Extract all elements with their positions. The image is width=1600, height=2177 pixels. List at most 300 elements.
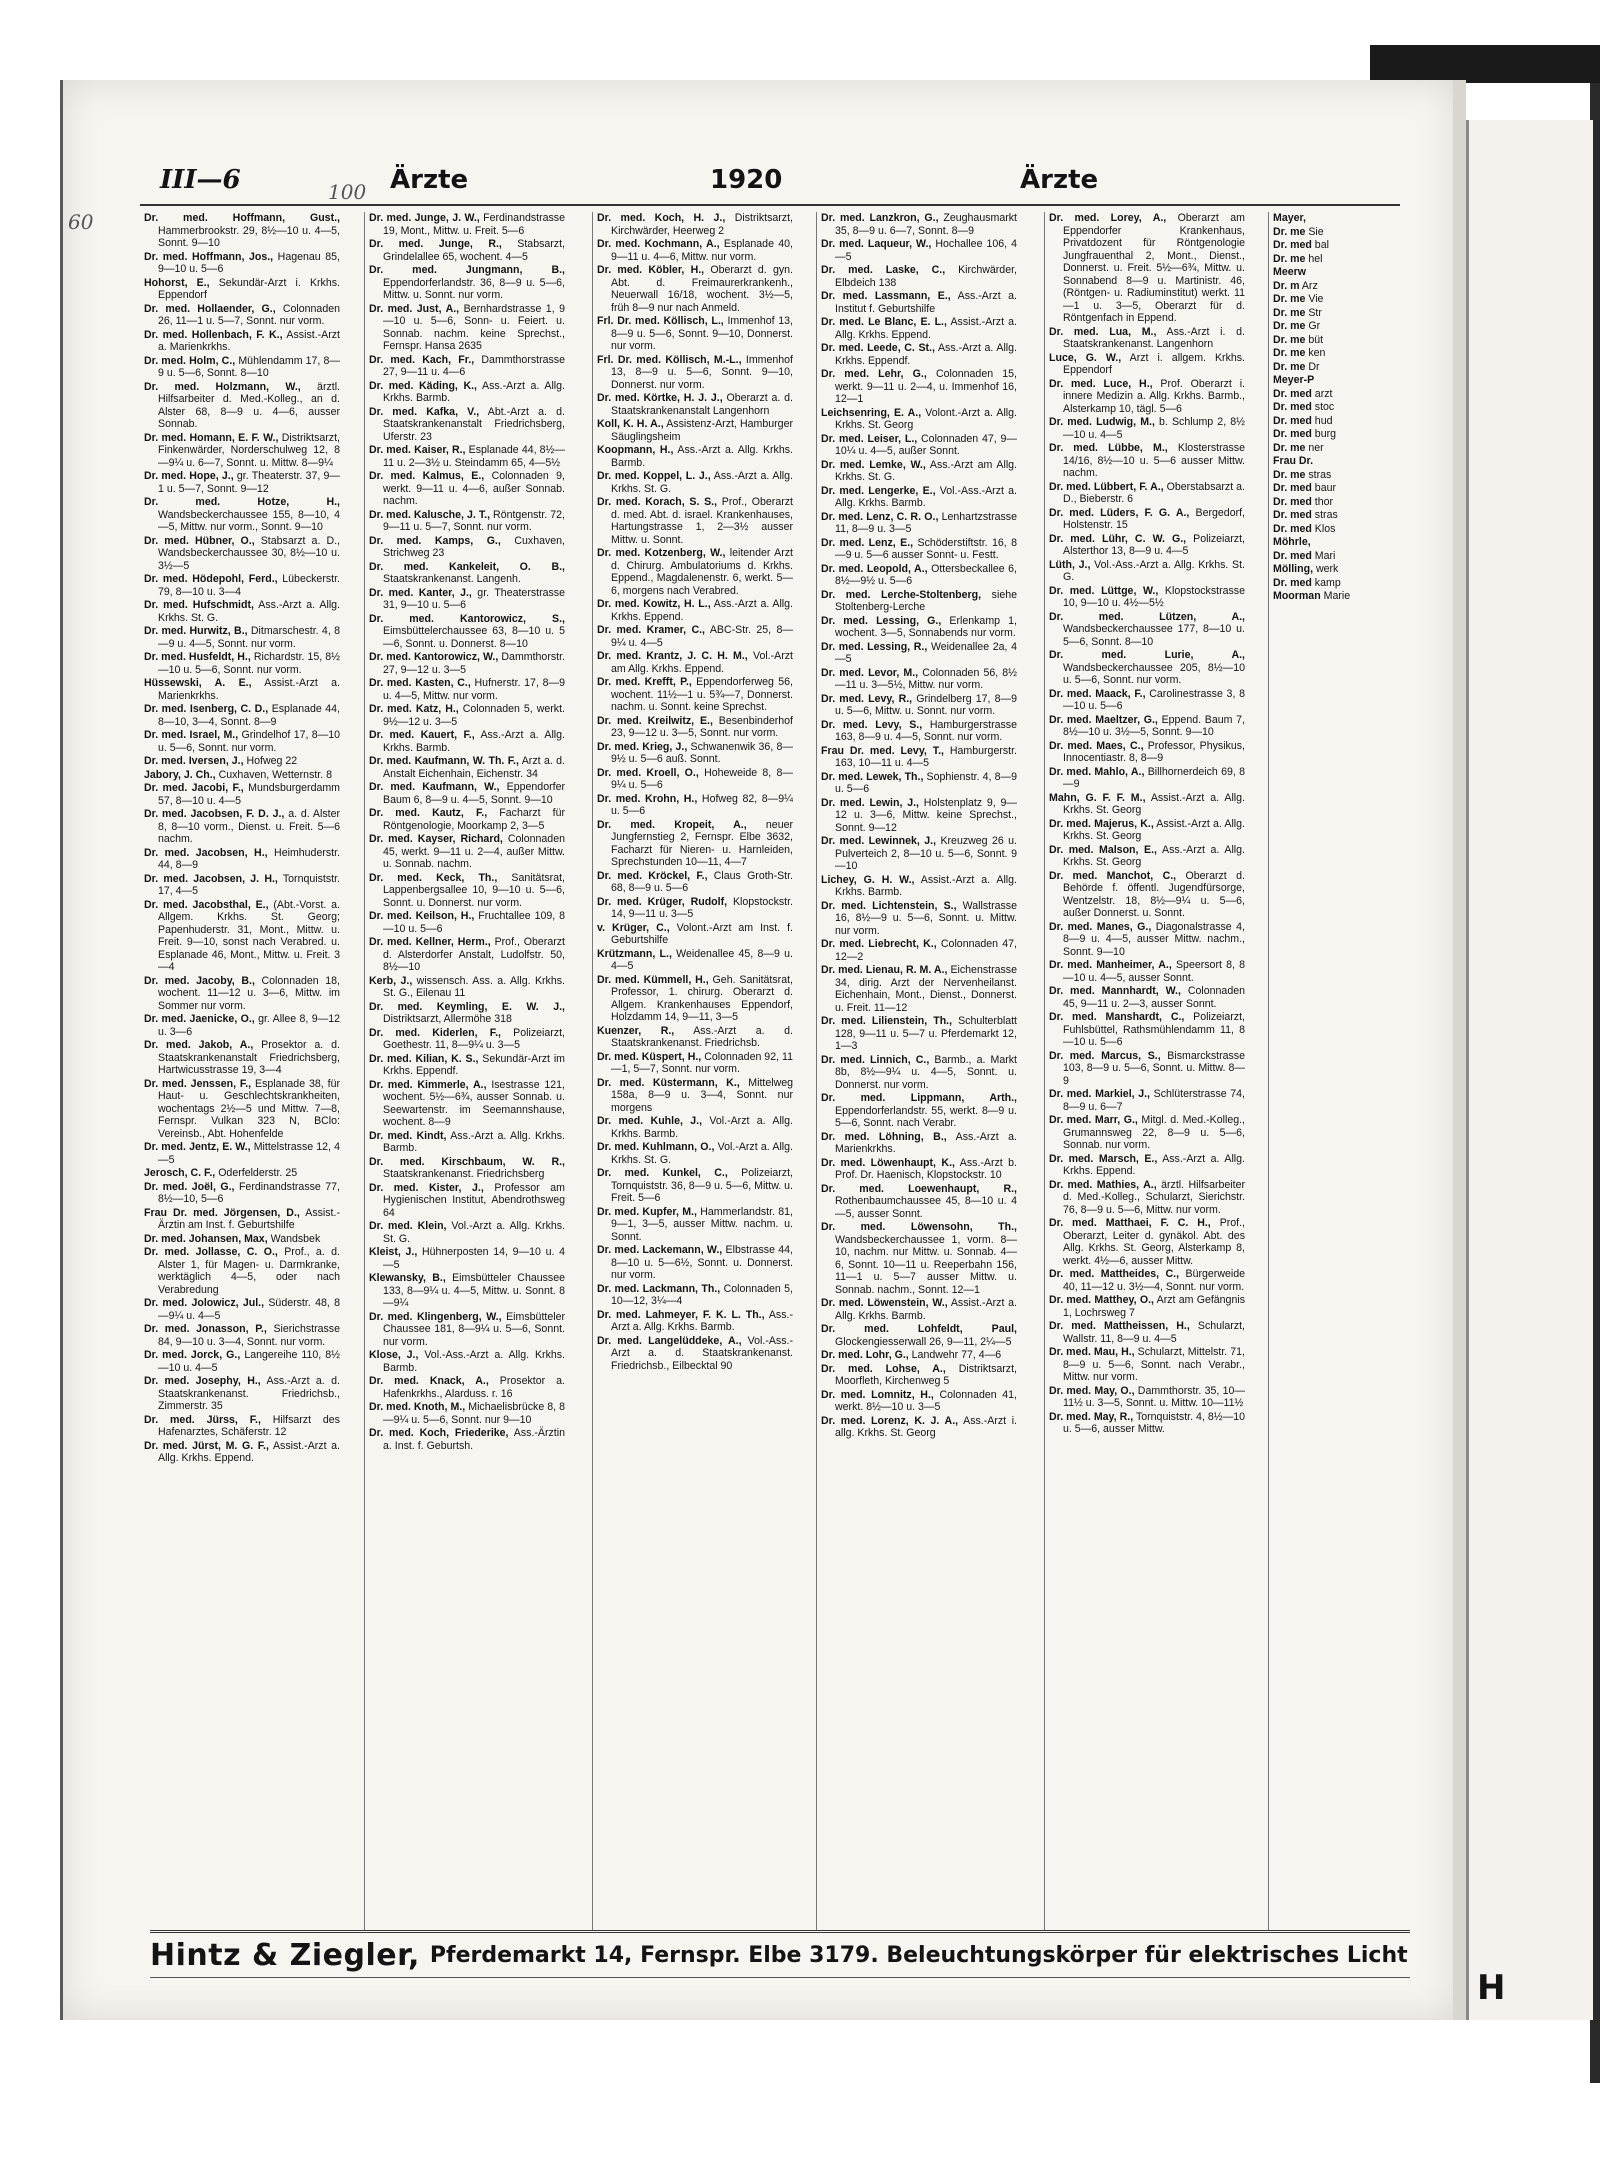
- entry-name: Dr. med. Löhning, B.,: [821, 1130, 947, 1143]
- entry-details: Arzt a. d. Anstalt Eichenhain, Eichenstr. 34: [383, 755, 565, 780]
- entry-details: Staatskrankenanst. Langenh.: [383, 573, 521, 585]
- entry-details: Sie: [1305, 225, 1324, 238]
- directory-entry: [144, 573, 340, 598]
- entry-name: Dr. med. Lenz, C. R. O.,: [821, 510, 939, 523]
- directory-entry: [369, 1246, 565, 1271]
- entry-name: Dr. med. Lewin, J.,: [821, 796, 919, 809]
- entry-details: Ass.-Arzt a. Allg. Krkhs. Barmb.: [611, 1308, 793, 1333]
- entry-details: Oderfelderstr. 25: [215, 1167, 298, 1179]
- entry-name: Dr. med. Kalusche, J. T.,: [369, 508, 491, 521]
- entry-details: Hammerbrookstr. 29, 8½—10 u. 4—5, Sonnt. 9—10: [158, 224, 340, 249]
- entry-name: Luce, G. W.,: [1049, 351, 1122, 364]
- entry-details: Ass.-Arzt a. Allg. Krkhs. Eppendf.: [835, 342, 1017, 367]
- entry-details: Wandsbek: [267, 1232, 321, 1245]
- entry-details: Ass.-Arzt a. Allg. Krkhs. St. Georg: [1063, 843, 1245, 868]
- directory-entry: [1049, 559, 1245, 584]
- directory-entry: [597, 650, 793, 675]
- entry-details: Volont.-Arzt a. Allg. Krkhs. St. Georg: [835, 406, 1017, 431]
- entry-details: Kirchwärder, Elbdeich 138: [835, 264, 1017, 289]
- directory-entry: [369, 1156, 565, 1181]
- entry-details: Erlenkamp 1, wochent. 3—5, Sonnabends nur vorm.: [835, 614, 1017, 639]
- directory-entry: [821, 316, 1017, 341]
- directory-entry: [144, 755, 340, 768]
- directory-entry: [1049, 714, 1245, 739]
- entry-details: Colonnaden 5, werkt. 9½—12 u. 3—5: [383, 703, 565, 728]
- entry-name: Dr. med. Marsch, E.,: [1049, 1152, 1158, 1165]
- column-4: [816, 212, 1017, 1930]
- entry-details: Ass.-Arzt a. Marienkrkhs.: [835, 1130, 1017, 1155]
- directory-entry: [144, 1349, 340, 1374]
- entry-details: Abt.-Arzt a. d. Staatskrankenanstalt Friedrichsberg, Uferstr. 23: [383, 405, 565, 443]
- entry-details: Hofweg 82, 8—9¼ u. 5—6: [611, 792, 793, 817]
- entry-name: Dr. med. Jonasson, P.,: [144, 1323, 267, 1335]
- directory-entry: [597, 819, 793, 869]
- directory-entry: [821, 835, 1017, 873]
- entry-details: Sierichstrasse 84, 9—10 u. 3—4, Sonnt. nur vorm.: [158, 1323, 340, 1348]
- directory-entry: [1273, 280, 1410, 293]
- entry-details: Colonnaden 92, 11—1, 5—7, Sonnt. nur vorm.: [611, 1050, 793, 1075]
- entry-details: Wandsbeckerchaussee 177, 8—10 u. 5—6, Sonnt. 8—10: [1063, 623, 1245, 648]
- entry-name: Dr. med. Kreilwitz, E.,: [597, 714, 713, 727]
- directory-entry: [1273, 536, 1410, 549]
- entry-details: Hühnerposten 14, 9—10 u. 4—5: [383, 1246, 565, 1271]
- directory-entry: [369, 406, 565, 444]
- entry-details: Klosterstrasse 14/16, 8½—10 u. 5—6 ausser Mittw. nachm.: [1063, 442, 1245, 479]
- entry-details: ärztl. Hilfsarbeiter d. Med.-Kolleg., an d. Alster 68, 8—9 u. 4—6, ausser Sonnab.: [158, 380, 340, 430]
- entry-name: Dr. med. Husfeldt, H.,: [144, 651, 251, 663]
- entry-name: Dr. med. Lanzkron, G.,: [821, 212, 939, 224]
- entry-name: Dr. med. Mannhardt, W.,: [1049, 985, 1181, 997]
- directory-entry: [144, 277, 340, 302]
- directory-entry: [597, 1244, 793, 1282]
- entry-details: Assist.-Arzt a. Allg. Krkhs. Eppend.: [158, 1439, 340, 1464]
- directory-entry: [597, 676, 793, 714]
- directory-entry: [369, 303, 565, 353]
- directory-entry: [369, 872, 565, 910]
- entry-details: Colonnaden 18, wochent. 11—12 u. 3—6, Mittw. im Sommer nur vorm.: [158, 974, 340, 1012]
- directory-entry: [369, 380, 565, 405]
- entry-details: Ass.-Ärztin a. Inst. f. Geburtsh.: [383, 1427, 565, 1452]
- directory-entry: [1049, 792, 1245, 817]
- entry-name: Dr. med. Lenz, E.,: [821, 536, 914, 549]
- entry-name: Dr. med. Kropeit, A.,: [597, 818, 747, 831]
- directory-entry: [1273, 550, 1410, 563]
- entry-name: Koopmann, H.,: [597, 444, 674, 456]
- directory-entry: [1049, 507, 1245, 532]
- entry-details: bal: [1311, 239, 1329, 251]
- entry-name: Dr. med. Just, A.,: [369, 302, 460, 315]
- entry-name: Dr. med. Lorey, A.,: [1049, 212, 1167, 224]
- directory-entry: [1273, 482, 1410, 495]
- entry-details: Esplanade 38, für Haut- u. Geschlechtskrankheiten, wochentags 2½—5 und Mittw. 7—8, Fernspr. Vulkan 323 N, BClo: Vereinsb., Abt. Hohenfelde: [158, 1077, 340, 1140]
- directory-entry: [821, 368, 1017, 406]
- entry-name: Mölling,: [1273, 563, 1314, 575]
- entry-name: Dr. med. Lackemann, W.,: [597, 1244, 723, 1256]
- directory-entry: [369, 910, 565, 935]
- entry-details: siehe Stoltenberg-Lerche: [835, 588, 1017, 613]
- directory-entry: [1273, 442, 1410, 455]
- entry-details: ABC-Str. 25, 8—9¼ u. 4—5: [611, 624, 793, 649]
- entry-name: Dr. med. Kindt,: [369, 1129, 447, 1142]
- entry-name: Dr. med. Luce, H.,: [1049, 377, 1153, 390]
- entry-name: Dr. med. Kimmerle, A.,: [369, 1078, 487, 1091]
- directory-entry: [597, 418, 793, 443]
- handwritten-mark-right: 100: [328, 180, 367, 204]
- entry-details: Eppendorfer Baum 6, 8—9 u. 4—5, Sonnt. 9—10: [383, 781, 565, 806]
- entry-details: Eppend. Baum 7, 8½—10 u. 3½—5, Sonnt. 9—10: [1063, 713, 1245, 738]
- column-5: [1044, 212, 1245, 1930]
- directory-entry: [144, 899, 340, 974]
- entry-details: Ass.-Arzt am Allg. Krkhs. St. G.: [835, 458, 1017, 483]
- entry-name: Dr. med. Mau, H.,: [1049, 1346, 1135, 1358]
- directory-entry: [369, 264, 565, 302]
- directory-entry: [821, 1349, 1017, 1362]
- directory-entry: [144, 496, 340, 534]
- entry-name: Dr. med. Hotze, H.,: [144, 496, 340, 508]
- entry-name: Dr. med: [1273, 509, 1312, 521]
- directory-entry: [597, 354, 793, 392]
- entry-name: Dr. med: [1273, 387, 1312, 400]
- entry-details: kamp: [1311, 576, 1341, 589]
- directory-entry: [1049, 1320, 1245, 1345]
- entry-name: Dr. med. Levy, R.,: [821, 692, 913, 705]
- directory-entry: [369, 1427, 565, 1452]
- directory-entry: [144, 1414, 340, 1439]
- entry-details: Schwanenwik 36, 8—9½ u. 5—6 auß. Sonnt.: [611, 740, 793, 765]
- entry-details: Prof., Oberarzt d. Alsterdorfer Anstalt, Ludolfstr. 50, 8½—10: [383, 936, 565, 973]
- entry-name: Dr. med. Lua, M.,: [1049, 325, 1157, 338]
- entry-name: Dr. med. Kankeleit, O. B.,: [369, 560, 565, 573]
- entry-name: Frau Dr.: [1273, 455, 1314, 467]
- directory-entry: [144, 212, 340, 250]
- entry-details: Assist.-Arzt a. Marienkrkhs.: [158, 677, 340, 702]
- entry-details: Colonnaden 56, 8½—11 u. 3—5½, Mittw. nur vorm.: [835, 666, 1017, 691]
- entry-name: Dr. me: [1273, 468, 1306, 481]
- entry-details: ner: [1305, 441, 1324, 454]
- entry-details: Ass.-Arzt a. d. Staatskrankenanst. Friedrichsb.: [611, 1024, 793, 1049]
- directory-entry: [1273, 334, 1410, 347]
- entry-details: Eppendorferweg 56, wochent. 11½—1 u. 5¾—7, Donnerst. nachm. u. Sonnt. keine Sprechst.: [611, 676, 793, 713]
- directory-entry: [597, 212, 793, 237]
- entry-name: Dr. med. Kellner, Herm.,: [369, 936, 491, 948]
- entry-details: Assist.-Arzt a. Allg. Krkhs. St. Georg: [1063, 791, 1245, 816]
- directory-entry: [144, 251, 340, 276]
- entry-name: Dr. med. Lomnitz, H.,: [821, 1388, 934, 1401]
- entry-name: Dr. med. Kach, Fr.,: [369, 353, 475, 366]
- entry-details: Eimsbütteler Chaussee 181, 8—9¼ u. 5—6, Sonnt. nur vorm.: [383, 1310, 565, 1348]
- directory-entry: [597, 1025, 793, 1050]
- entry-details: Wandsbeckerchaussee 155, 8—10, 4—5, Mittw. nur vorm., Sonnt. 9—10: [158, 508, 340, 533]
- entry-details: Eimsbütteler Chaussee 133, 8—9¼ u. 4—5, Mittw. u. Sonnt. 8—9¼: [383, 1272, 565, 1309]
- directory-entry: [821, 433, 1017, 458]
- entry-name: Dr. med. Hollaender, G.,: [144, 302, 276, 315]
- entry-name: Dr. med. Lippmann, Arth.,: [821, 1092, 1017, 1104]
- entry-details: Hochallee 106, 4—5: [835, 238, 1017, 263]
- directory-entry: [597, 1309, 793, 1334]
- directory-entry: [144, 1181, 340, 1206]
- entry-details: Vol.-Ass.-Arzt a. Allg. Krkhs. St. G.: [1063, 558, 1245, 583]
- entry-details: Richardstr. 15, 8½—10 u. 5—6, Sonnt. nur vorm.: [158, 651, 340, 676]
- entry-details: Assist.-Arzt a. Allg. Krkhs. St. Georg: [1063, 817, 1245, 842]
- entry-name: Dr. med. Löwenstein, W.,: [821, 1297, 948, 1309]
- entry-details: baur: [1311, 482, 1337, 494]
- directory-entry: [821, 459, 1017, 484]
- directory-entry: [597, 1167, 793, 1205]
- entry-details: Sekundär-Arzt i. Krkhs. Eppendorf: [158, 276, 340, 301]
- entry-details: Oberstabsarzt a. D., Bieberstr. 6: [1063, 480, 1245, 505]
- entry-details: Rothenbaumchaussee 45, 8—10 u. 4—5, ausser Sonnt.: [835, 1195, 1017, 1220]
- entry-details: Vol.-Arzt a. Allg. Krkhs. St. G.: [611, 1141, 793, 1166]
- directory-entry: [144, 1233, 340, 1246]
- directory-entry: [369, 561, 565, 586]
- entry-name: Dr. med. Hoffmann, Gust.,: [144, 212, 340, 224]
- directory-entry: [1049, 326, 1245, 351]
- entry-name: Dr. med. Junge, R.,: [369, 238, 502, 250]
- entry-name: Meerw: [1273, 266, 1306, 278]
- entry-details: Ass.-Arzt a. Allg. Krkhs. Barmb.: [383, 729, 565, 754]
- directory-entry: [1049, 1294, 1245, 1319]
- entry-details: Stabsarzt, Grindelallee 65, wochent. 4—5: [383, 238, 565, 263]
- entry-details: Hamburgerstrasse 163, 8—9 u. 4—5, Sonnt. nur vorm.: [835, 718, 1017, 743]
- entry-name: Dr. me: [1273, 441, 1306, 454]
- entry-name: Dr. med: [1273, 239, 1312, 251]
- directory-entry: [1273, 469, 1410, 482]
- entry-details: Tornquiststr. 4, 8½—10 u. 5—6, ausser Mittw.: [1063, 1410, 1245, 1435]
- entry-name: Dr. m: [1273, 279, 1300, 292]
- directory-entry: [369, 651, 565, 676]
- entry-name: Dr. med. Lerche-Stoltenberg,: [821, 588, 982, 601]
- entry-details: Assist.-Ärztin am Inst. f. Geburtshilfe: [158, 1206, 340, 1231]
- directory-entry: [369, 677, 565, 702]
- entry-name: Dr. med. Klingenberg, W.,: [369, 1310, 502, 1323]
- directory-entry: [1273, 266, 1410, 279]
- directory-entry: [821, 342, 1017, 367]
- directory-entry: [144, 1039, 340, 1077]
- entry-name: Dr. med. Kasten, C.,: [369, 677, 471, 689]
- entry-details: Prof. Oberarzt i. innere Medizin a. Allg. Krkhs. Barmb., Alsterkamp 10, tägl. 5—6: [1063, 377, 1245, 415]
- entry-name: Dr. med. Laqueur, W.,: [821, 238, 932, 250]
- entry-name: Dr. med. Manchot, C.,: [1049, 869, 1177, 882]
- entry-details: Distriktsarzt, Moorfleth, Kirchenweg 5: [835, 1362, 1017, 1387]
- entry-name: Dr. med. Kunkel, C.,: [597, 1167, 728, 1179]
- directory-entry: [597, 793, 793, 818]
- entry-name: Dr. med. Leede, C. St.,: [821, 342, 935, 354]
- directory-entry: [144, 381, 340, 431]
- directory-entry: [821, 797, 1017, 835]
- entry-name: Dr. med. Mattheides, C.,: [1049, 1268, 1180, 1280]
- directory-entry: [369, 470, 565, 508]
- directory-entry: [369, 1001, 565, 1026]
- directory-entry: [597, 922, 793, 947]
- directory-entry: [1049, 870, 1245, 920]
- entry-details: a. d. Alster 8, 8—10 vorm., Dienst. u. Freit. 5—6 nachm.: [158, 808, 340, 845]
- entry-details: arzt: [1311, 387, 1333, 400]
- directory-entry: [821, 1415, 1017, 1440]
- directory-entry: [1273, 374, 1410, 387]
- entry-details: Gr: [1305, 320, 1321, 332]
- entry-name: Dr. med. Markiel, J.,: [1049, 1088, 1150, 1100]
- entry-details: Claus Groth-Str. 68, 8—9 u. 5—6: [611, 869, 793, 894]
- directory-entry: [1049, 378, 1245, 416]
- directory-entry: [1273, 212, 1410, 225]
- directory-entry: [144, 1297, 340, 1322]
- entry-details: Barmb., a. Markt 8b, 8½—9¼ u. 4—5, Sonnt. u. Donnerst. nur vorm.: [835, 1053, 1017, 1091]
- directory-entry: [1049, 740, 1245, 765]
- directory-entry: [597, 496, 793, 546]
- directory-entry: [597, 1335, 793, 1373]
- entry-name: Dr. med. Kamps, G.,: [369, 534, 501, 547]
- entry-details: Ferdinandstrasse 19, Mont., Mittw. u. Freit. 5—6: [383, 212, 565, 237]
- entry-details: Cuxhaven, Wetternstr. 8: [215, 768, 333, 781]
- entry-name: Dr. med. Jentz, E. W.,: [144, 1141, 251, 1153]
- entry-details: Mühlendamm 17, 8—9 u. 5—6, Sonnt. 8—10: [158, 354, 340, 379]
- entry-name: Dr. med. Korach, S. S.,: [597, 496, 718, 508]
- entry-name: Dr. med. Leopold, A.,: [821, 562, 928, 575]
- entry-details: Colonnaden 41, werkt. 8½—10 u. 3—5: [835, 1388, 1017, 1413]
- entry-details: Arzt am Gefängnis 1, Lochrsweg 7: [1063, 1294, 1245, 1319]
- entry-details: Weidenallee 45, 8—9 u. 4—5: [611, 947, 793, 972]
- entry-details: Oberarzt a. d. Staatskrankenanstalt Langenhorn: [611, 392, 793, 417]
- entry-name: Dr. med. Jorck, G.,: [144, 1349, 241, 1361]
- entry-details: stoc: [1311, 401, 1335, 413]
- entry-name: Dr. med. Jungmann, B.,: [369, 264, 565, 276]
- entry-details: Marie: [1320, 590, 1351, 602]
- entry-name: Dr. med. Kayser, Richard,: [369, 833, 503, 845]
- directory-entry: [821, 771, 1017, 796]
- entry-name: Dr. med. Koch, H. J.,: [597, 212, 726, 224]
- entry-details: Assist.-Arzt a. Allg. Krkhs. Barmb.: [835, 873, 1017, 898]
- entry-details: Vol.-Arzt am Allg. Krkhs. Eppend.: [611, 650, 793, 675]
- directory-entry: [1049, 844, 1245, 869]
- entry-name: Dr. med. Jürss, F.,: [144, 1413, 261, 1426]
- entry-name: Koll, K. H. A.,: [597, 418, 664, 430]
- entry-name: Frl. Dr. med. Köllisch, M.-L.,: [597, 353, 742, 366]
- directory-entry: [144, 329, 340, 354]
- entry-name: Dr. med. Lübbe, M.,: [1049, 442, 1168, 454]
- column-3: [592, 212, 793, 1930]
- entry-name: Dr. med: [1273, 576, 1312, 589]
- entry-details: Distriktsarzt, Finkenwärder, Norderschulweg 12, 8—9¼ u. 6—7, Sonnt. u. Mittw. 8—9¼: [158, 431, 340, 469]
- entry-details: Assistenz-Arzt, Hamburger Säuglingsheim: [611, 418, 793, 443]
- directory-entry: [369, 1220, 565, 1245]
- entry-name: Dr. med. Hufschmidt,: [144, 599, 254, 611]
- entry-name: Dr. med. Lorenz, K. J. A.,: [821, 1414, 959, 1427]
- directory-entry: [1049, 1011, 1245, 1049]
- entry-details: Prosektor a. d. Staatskrankenanstalt Friedrichsberg, Hartwicusstrasse 19, 3—4: [158, 1039, 340, 1076]
- entry-name: Frl. Dr. med. Köllisch, L.,: [597, 315, 724, 327]
- section-title-left: Ärzte: [390, 165, 469, 195]
- directory-entry: [144, 873, 340, 898]
- entry-name: Dr. med. Kauert, F.,: [369, 729, 475, 741]
- entry-name: Dr. med. Hope, J.,: [144, 470, 234, 482]
- directory-entry: [597, 444, 793, 469]
- entry-name: Jerosch, C. F.,: [144, 1167, 216, 1179]
- entry-details: Hagenau 85, 9—10 u. 5—6: [158, 250, 340, 275]
- entry-name: Dr. med. Krefft, P.,: [597, 676, 692, 688]
- entry-name: Dr. med. Lengerke, E.,: [821, 484, 936, 497]
- directory-entry: [369, 755, 565, 780]
- entry-name: Frau Dr. med. Levy, T.,: [821, 744, 944, 757]
- entry-name: Dr. med. Lackmann, Th.,: [597, 1282, 721, 1295]
- entry-name: Klewansky, B.,: [369, 1272, 446, 1284]
- entry-details: Esplanade 44, 8½—11 u. 2—3½ u. Steindamm 65, 4—5½: [383, 444, 565, 469]
- directory-entry: [369, 444, 565, 469]
- entry-name: Dr. med. Levy, S.,: [821, 718, 923, 731]
- directory-entry: [821, 1297, 1017, 1322]
- directory-entry: [1049, 921, 1245, 959]
- entry-details: Hamburgerstr. 163, 10—11 u. 4—5: [835, 744, 1017, 769]
- entry-name: Lichey, G. H. W.,: [821, 873, 915, 886]
- entry-name: Dr. med. Josephy, H.,: [144, 1375, 261, 1387]
- entry-name: Dr. med. Malson, E.,: [1049, 843, 1157, 856]
- entry-details: gr. Theaterstrasse 31, 9—10 u. 5—6: [383, 586, 565, 611]
- entry-name: Dr. med. Küstermann, K.,: [597, 1076, 740, 1089]
- directory-entry: [1049, 766, 1245, 791]
- entry-name: Dr. med. Löwenhaupt, K.,: [821, 1156, 955, 1169]
- entry-details: Vol.-Arzt a. Allg. Krkhs. St. G.: [383, 1220, 565, 1245]
- entry-name: Dr. med. Keymling, E. W. J.,: [369, 1000, 565, 1013]
- entry-details: gr. Allee 8, 9—12 u. 3—6: [158, 1013, 340, 1038]
- entry-name: Dr. med: [1273, 428, 1312, 440]
- entry-details: Colonnaden 5, 10—12, 3¼—4: [611, 1282, 793, 1307]
- next-page-strip: [1466, 120, 1593, 2020]
- entry-name: Dr. med. Lohr, G.,: [821, 1349, 909, 1361]
- entry-details: Mundsburgerdamm 57, 8—10 u. 4—5: [158, 782, 340, 807]
- directory-entry: [821, 1323, 1017, 1348]
- entry-name: Dr. med. Kilian, K. S.,: [369, 1052, 479, 1065]
- page-gutter: [1453, 80, 1466, 2020]
- entry-details: Ass.-Arzt a. Allg. Krkhs. Eppend.: [1063, 1152, 1245, 1177]
- entry-name: Mayer,: [1273, 212, 1306, 224]
- directory-entry: [1049, 416, 1245, 441]
- entry-name: Dr. med: [1273, 495, 1312, 508]
- directory-entry: [369, 781, 565, 806]
- entry-name: Dr. med. Knoth, M.,: [369, 1401, 466, 1413]
- entry-details: Ass.-Arzt a. Allg. Krkhs. Barmb.: [611, 444, 793, 469]
- entry-name: Leichsenring, E. A.,: [821, 406, 922, 419]
- directory-entry: [597, 1141, 793, 1166]
- entry-details: neuer Jungfernstieg 2, Fernspr. Elbe 3632, Facharzt für Nieren- u. Harnleiden, Sprechstunden 10—11, 4—7: [611, 818, 793, 868]
- entry-details: Hufnerstr. 17, 8—9 u. 4—5, Mittw. nur vorm.: [383, 677, 565, 702]
- directory-entry: [1273, 253, 1410, 266]
- entry-name: Dr. med. Kantorowicz, W.,: [369, 651, 499, 663]
- directory-entry: [1273, 226, 1410, 239]
- entry-details: Wallstrasse 16, 8½—9 u. 5—6, Sonnt. u. Mittw. nur vorm.: [835, 899, 1017, 937]
- entry-name: Krützmann, L.,: [597, 947, 672, 960]
- directory-entry: [144, 782, 340, 807]
- entry-name: Dr. med. Löwensohn, Th.,: [821, 1221, 1017, 1233]
- column-2: [364, 212, 565, 1930]
- entry-name: Dr. med. Kupfer, M.,: [597, 1205, 697, 1218]
- directory-entry: [1049, 1050, 1245, 1088]
- entry-details: Klos: [1311, 522, 1336, 535]
- entry-name: Kleist, J.,: [369, 1246, 418, 1258]
- entry-name: Dr. med. Jacoby, B.,: [144, 974, 255, 987]
- entry-name: Dr. med. Lassmann, E.,: [821, 290, 951, 302]
- entry-details: Dammthorstr. 27, 9—12 u. 3—5: [383, 651, 565, 676]
- entry-details: Besenbinderhof 23, 9—12 u. 3—5, Sonnt. nur vorm.: [611, 714, 793, 739]
- entry-name: Dr. med. Linnich, C.,: [821, 1053, 930, 1066]
- directory-entry: [369, 212, 565, 237]
- entry-name: Dr. med. Hollenbach, F. K.,: [144, 328, 283, 341]
- advertiser-address: Pferdemarkt 14, Fernspr. Elbe 3179. Beleuchtungskörper für elektrisches Licht: [429, 1942, 1408, 1968]
- entry-details: Kreuzweg 26 u. Pulverteich 2, 8—10 u. 5—6, Sonnt. 9—10: [835, 835, 1017, 872]
- directory-entry: [1049, 1346, 1245, 1384]
- entry-name: Hohorst, E.,: [144, 276, 210, 289]
- directory-entry: [369, 1182, 565, 1220]
- entry-details: Ass.-Arzt i. d. Staatskrankenanst. Langenhorn: [1063, 325, 1245, 350]
- entry-name: Dr. med. Lehr, G.,: [821, 368, 927, 380]
